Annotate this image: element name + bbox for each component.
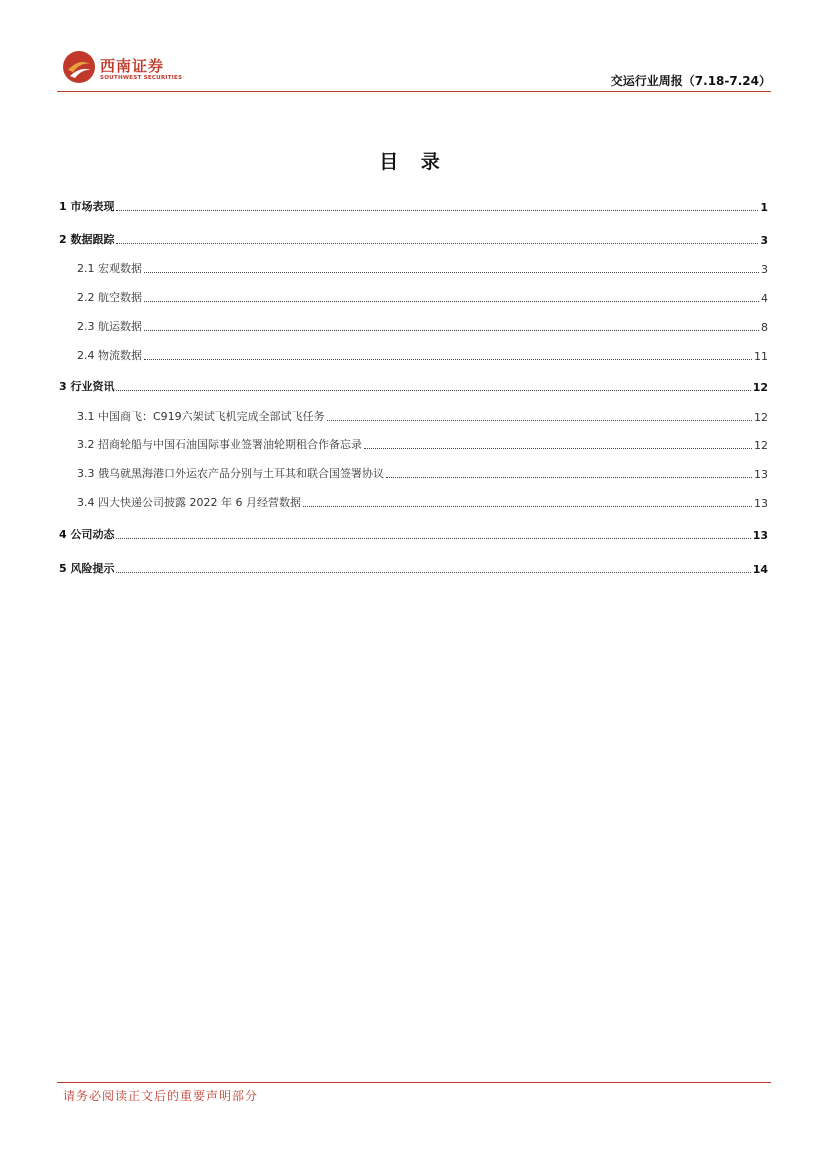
toc-entry-page: 3 bbox=[761, 263, 768, 276]
toc-entry-label: 2 数据跟踪 bbox=[59, 233, 115, 246]
toc-entry-label: 2.4 物流数据 bbox=[77, 349, 142, 362]
toc-entry-page: 11 bbox=[754, 350, 768, 363]
toc-entry-page: 8 bbox=[761, 321, 768, 334]
toc-entry[interactable] bbox=[59, 558, 768, 576]
toc-entry-label: 3 行业资讯 bbox=[59, 380, 115, 393]
toc-entry-page: 13 bbox=[754, 468, 768, 481]
logo-emblem-icon bbox=[62, 50, 96, 84]
toc-entry-label: 2.2 航空数据 bbox=[77, 291, 142, 304]
toc-leader-dots bbox=[144, 358, 752, 360]
header-divider bbox=[57, 91, 771, 92]
toc-entry[interactable] bbox=[59, 434, 768, 452]
toc-leader-dots bbox=[327, 419, 752, 421]
toc-leader-dots bbox=[116, 242, 758, 244]
toc-leader-dots bbox=[303, 505, 752, 507]
toc-entry-label: 3.2 招商轮船与中国石油国际事业签署油轮期租合作备忘录 bbox=[77, 438, 362, 451]
logo-chinese-name: 西南证券 bbox=[100, 57, 165, 75]
toc-leader-dots bbox=[116, 537, 750, 539]
toc-heading: 目 录 bbox=[379, 151, 448, 173]
toc-entry-label: 3.4 四大快递公司披露 2022 年 6 月经营数据 bbox=[77, 496, 301, 509]
toc-entry[interactable] bbox=[59, 406, 768, 424]
footer-disclaimer: 请务必阅读正文后的重要声明部分 bbox=[63, 1089, 259, 1103]
toc-entry-page: 12 bbox=[754, 411, 768, 424]
footer-divider bbox=[57, 1082, 771, 1083]
toc-entry-label: 3.1 中国商飞：C919六架试飞机完成全部试飞任务 bbox=[77, 410, 325, 423]
toc-leader-dots bbox=[144, 329, 759, 331]
toc-entry-label: 1 市场表现 bbox=[59, 200, 115, 213]
toc-entry-page: 3 bbox=[760, 234, 768, 247]
toc-entry[interactable] bbox=[59, 229, 768, 247]
toc-entry[interactable] bbox=[59, 492, 768, 510]
toc-entry-page: 4 bbox=[761, 292, 768, 305]
toc-entry-label: 5 风险提示 bbox=[59, 562, 115, 575]
toc-entry-page: 12 bbox=[754, 439, 768, 452]
toc-entry-page: 13 bbox=[752, 529, 768, 542]
toc-leader-dots bbox=[116, 389, 750, 391]
page-header bbox=[57, 48, 771, 92]
toc-entry[interactable] bbox=[59, 196, 768, 214]
toc-entry[interactable] bbox=[59, 287, 768, 305]
toc-entry[interactable] bbox=[59, 316, 768, 334]
toc-entry-page: 1 bbox=[760, 201, 768, 214]
toc-entry[interactable] bbox=[59, 376, 768, 394]
toc-leader-dots bbox=[386, 476, 752, 478]
logo-english-name: SOUTHWEST SECURITIES bbox=[100, 75, 183, 81]
toc-entry[interactable] bbox=[59, 258, 768, 276]
report-title: 交运行业周报（7.18-7.24） bbox=[610, 74, 771, 88]
toc-leader-dots bbox=[364, 447, 752, 449]
toc-entry-label: 2.1 宏观数据 bbox=[77, 262, 142, 275]
toc-entry-label: 2.3 航运数据 bbox=[77, 320, 142, 333]
toc-leader-dots bbox=[144, 271, 759, 273]
toc-leader-dots bbox=[116, 571, 750, 573]
company-logo bbox=[62, 50, 202, 86]
toc-entry-label: 3.3 俄乌就黑海港口外运农产品分别与土耳其和联合国签署协议 bbox=[77, 467, 384, 480]
toc-entry[interactable] bbox=[59, 463, 768, 481]
toc-leader-dots bbox=[144, 300, 759, 302]
toc-entry[interactable] bbox=[59, 524, 768, 542]
toc-entry-page: 12 bbox=[752, 381, 768, 394]
toc-entry[interactable] bbox=[59, 345, 768, 363]
toc-leader-dots bbox=[116, 209, 758, 211]
toc-entry-label: 4 公司动态 bbox=[59, 528, 115, 541]
toc-entry-page: 13 bbox=[754, 497, 768, 510]
toc-entry-page: 14 bbox=[752, 563, 768, 576]
